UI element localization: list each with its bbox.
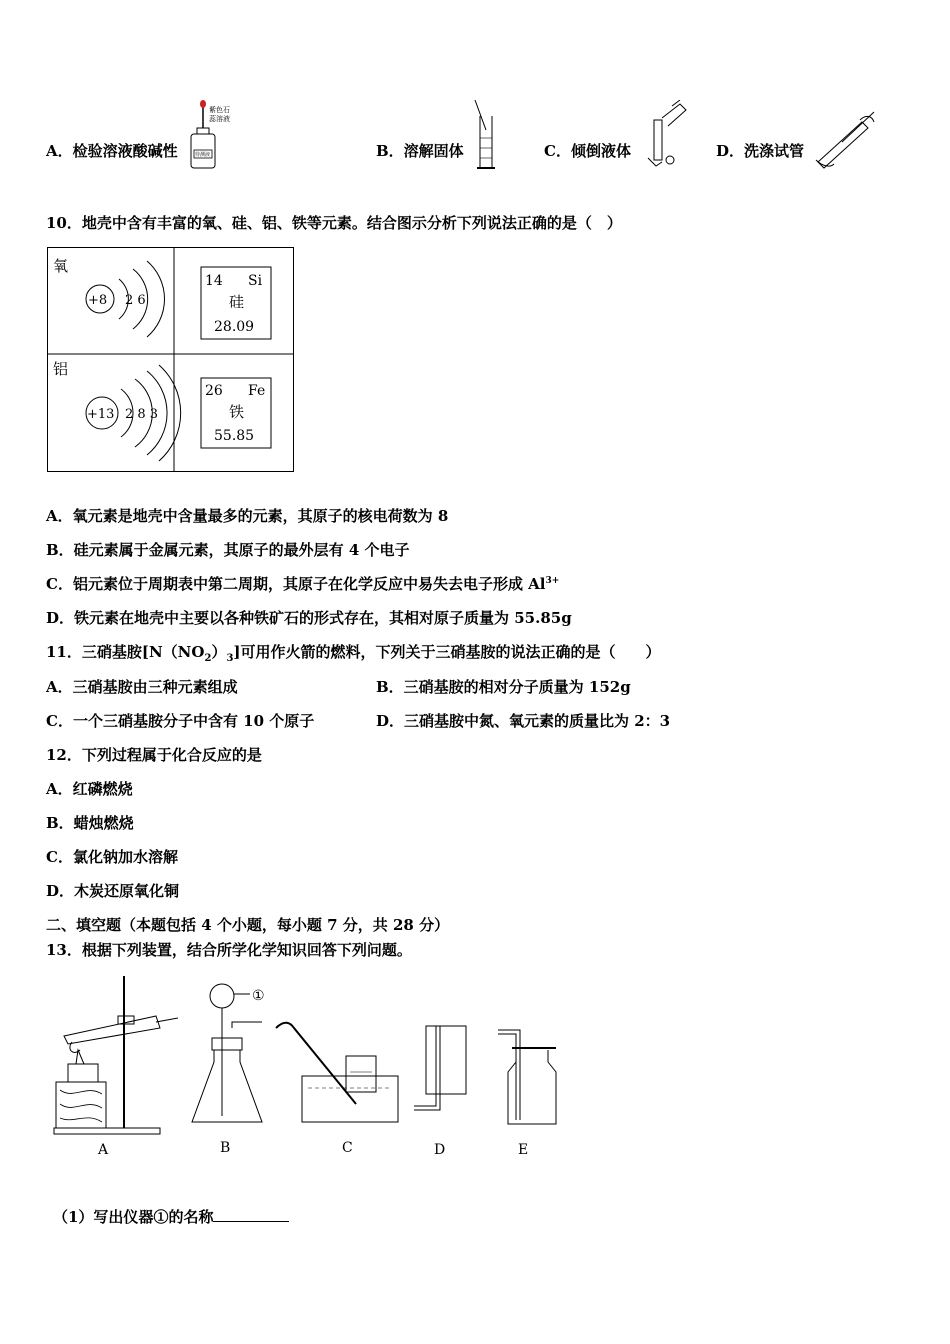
q10-iron-number: 26 bbox=[205, 383, 223, 399]
q12-option-d[interactable]: D．木炭还原氧化铜 bbox=[46, 882, 180, 900]
apparatus-b bbox=[192, 984, 265, 1156]
q12-option-a[interactable]: A．红磷燃烧 bbox=[46, 780, 133, 798]
q10-option-c-text: C．铝元素位于周期表中第二周期，其原子在化学反应中易失去电子形成 Al bbox=[46, 575, 546, 593]
q11-option-a[interactable]: A．三硝基胺由三种元素组成 bbox=[46, 678, 238, 696]
apparatus-b-marker: ① bbox=[252, 988, 265, 1004]
q13-stem: 13．根据下列装置，结合所学化学知识回答下列问题。 bbox=[46, 941, 412, 959]
q10-oxygen-name: 氧 bbox=[53, 257, 69, 275]
q9-fig-a-tag1: 紫色石 bbox=[209, 106, 230, 114]
q10-option-b[interactable]: B．硅元素属于金属元素，其原子的最外层有 4 个电子 bbox=[46, 541, 410, 559]
q12-option-c[interactable]: C．氯化钠加水溶解 bbox=[46, 848, 178, 866]
q9-option-b[interactable]: B．溶解固体 bbox=[376, 142, 464, 160]
q10-option-d[interactable]: D．铁元素在地壳中主要以各种铁矿石的形式存在，其相对原子质量为 55.85g bbox=[46, 609, 572, 627]
q10-stem: 10．地壳中含有丰富的氧、硅、铝、铁等元素。结合图示分析下列说法正确的是（ ） bbox=[46, 214, 622, 232]
apparatus-c bbox=[276, 1023, 398, 1156]
apparatus-a bbox=[54, 976, 178, 1158]
q9-option-d[interactable]: D．洗涤试管 bbox=[716, 142, 805, 160]
q10-silicon-symbol: Si bbox=[248, 273, 263, 289]
q10-silicon-number: 14 bbox=[205, 273, 223, 289]
q10-iron-mass: 55.85 bbox=[214, 428, 255, 444]
q10-aluminum-name: 铝 bbox=[53, 360, 69, 378]
q11-stem: 11．三硝基胺$[N(NO_2)_3]$可用作火箭的燃料，下列关于三硝基胺的说法正确的是（ ） bbox=[46, 643, 661, 664]
q10-silicon-name: 硅 bbox=[229, 293, 245, 311]
q12-option-b[interactable]: B．蜡烛燃烧 bbox=[46, 814, 134, 832]
apparatus-d-label: D bbox=[434, 1142, 446, 1158]
q10-aluminum-nucleus: +13 bbox=[87, 407, 115, 422]
q10-oxygen-shells: 2 6 bbox=[125, 293, 146, 308]
q12-stem: 12．下列过程属于化合反应的是 bbox=[46, 746, 262, 764]
q10-iron-symbol: Fe bbox=[248, 383, 266, 399]
q13-apparatus-figure bbox=[46, 972, 566, 1164]
q9-fig-a-tag2: 蕊溶液 bbox=[209, 115, 230, 123]
q10-iron-name: 铁 bbox=[229, 403, 245, 421]
apparatus-e-label: E bbox=[518, 1142, 529, 1158]
q10-option-a[interactable]: A．氧元素是地壳中含量最多的元素，其原子的核电荷数为 8 bbox=[46, 507, 449, 525]
q10-option-c[interactable] bbox=[46, 573, 559, 594]
q10-option-c-charge: 3+ bbox=[545, 576, 560, 586]
apparatus-b-label: B bbox=[220, 1140, 231, 1156]
q10-oxygen-nucleus: +8 bbox=[88, 293, 108, 308]
section2-title: 二、填空题（本题包括 4 个小题，每小题 7 分，共 28 分） bbox=[46, 916, 450, 934]
q11-option-b[interactable]: B．三硝基胺的相对分子质量为 152g bbox=[376, 678, 631, 696]
apparatus-e bbox=[498, 1030, 556, 1158]
apparatus-a-label: A bbox=[98, 1142, 109, 1158]
q9-option-c[interactable]: C．倾倒液体 bbox=[544, 142, 631, 160]
apparatus-d bbox=[414, 1026, 466, 1158]
q9-figure-a-litmus-test bbox=[185, 98, 250, 172]
q9-figure-c-pour bbox=[640, 100, 690, 170]
q9-option-a[interactable]: A．检验溶液酸碱性 bbox=[46, 142, 178, 160]
q9-fig-a-bottle: 待测液 bbox=[195, 152, 211, 158]
q11-option-c[interactable]: C．一个三硝基胺分子中含有 10 个原子 bbox=[46, 712, 315, 730]
q10-aluminum-shells: 2 8 3 bbox=[125, 407, 159, 422]
q11-option-d[interactable]: D．三硝基胺中氮、氧元素的质量比为 2：3 bbox=[376, 712, 671, 730]
q13-sub1-answer-blank[interactable] bbox=[213, 1207, 289, 1222]
q9-figure-b-dissolve bbox=[472, 98, 502, 172]
q10-element-figure bbox=[47, 247, 295, 473]
q9-figure-d-wash-tube bbox=[812, 110, 880, 172]
q10-silicon-mass: 28.09 bbox=[214, 319, 255, 335]
q13-sub1: （1）写出仪器①的名称 bbox=[53, 1206, 289, 1227]
apparatus-c-label: C bbox=[342, 1140, 353, 1156]
